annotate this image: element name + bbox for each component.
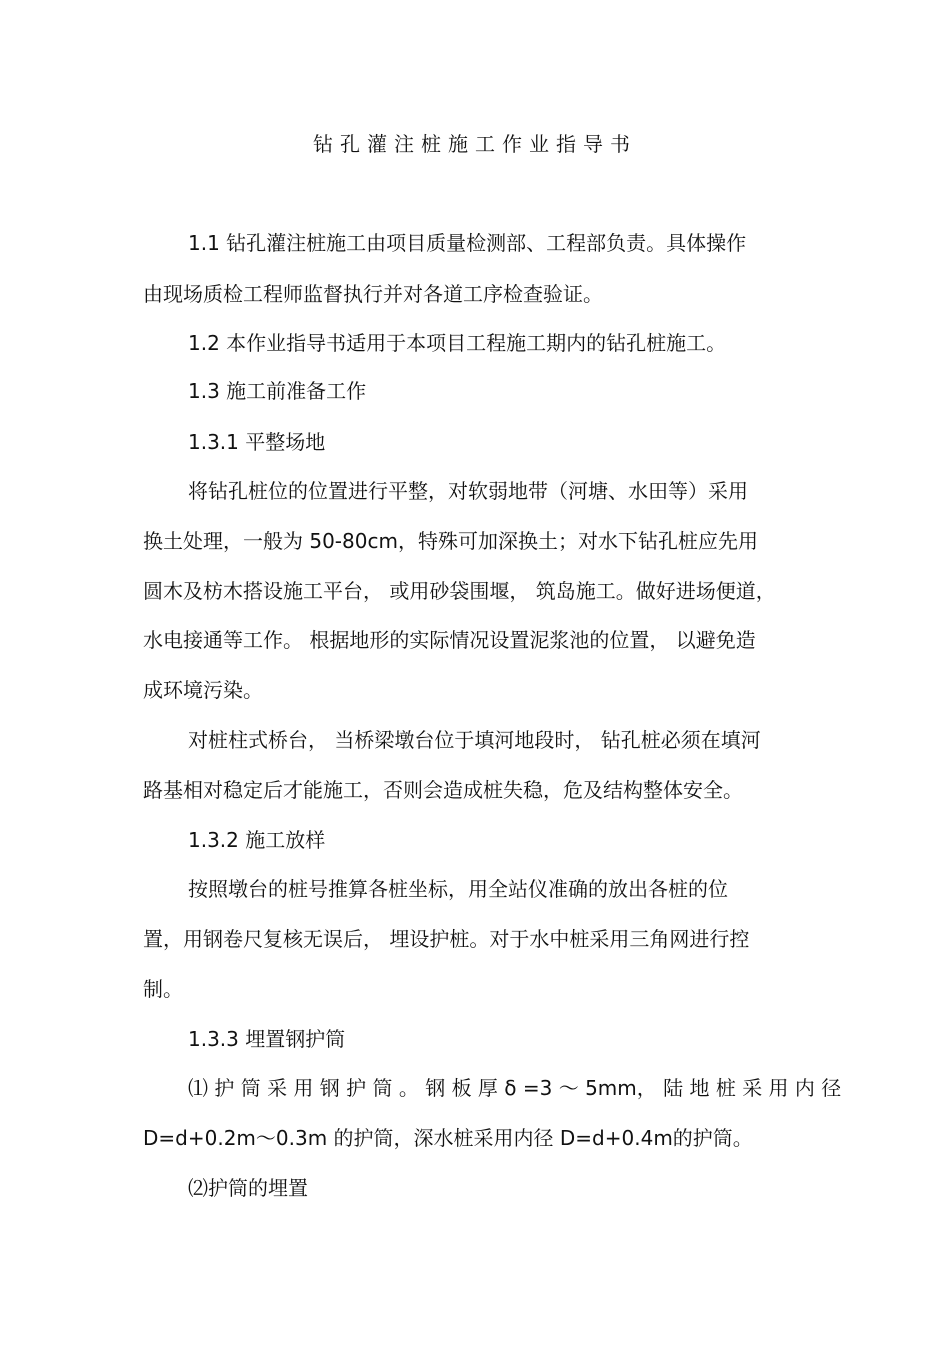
paragraph-layout-line-3: 制。 <box>143 977 183 1001</box>
document-title: 钻孔灌注桩施工作业指导书 <box>313 132 637 156</box>
heading-1-3: 1.3 施工前准备工作 <box>188 379 367 403</box>
paragraph-site-line-3: 圆木及枋木搭设施工平台， 或用砂袋围堰， 筑岛施工。做好进场便道， <box>143 579 776 603</box>
paragraph-layout-line-1: 按照墩台的桩号推算各桩坐标，用全站仪准确的放出各桩的位 <box>188 877 728 901</box>
heading-1-3-3: 1.3.3 埋置钢护筒 <box>188 1027 346 1051</box>
heading-1-3-1: 1.3.1 平整场地 <box>188 430 326 454</box>
paragraph-abutment-line-2: 路基相对稳定后才能施工，否则会造成桩失稳，危及结构整体安全。 <box>143 778 743 802</box>
paragraph-site-line-4: 水电接通等工作。 根据地形的实际情况设置泥浆池的位置， 以避免造 <box>143 628 756 652</box>
paragraph-site-line-5: 成环境污染。 <box>143 678 263 702</box>
paragraph-casing-line-1: ⑴ 护 筒 采 用 钢 护 筒 。 钢 板 厚 δ =3 ～ 5mm， 陆 地 桩 采 用 内 径 <box>188 1076 842 1100</box>
paragraph-casing-line-2: D=d+0.2m～0.3m 的护筒，深水桩采用内径 D=d+0.4m的护筒。 <box>143 1126 753 1150</box>
paragraph-1-1-line-2: 由现场质检工程师监督执行并对各道工序检查验证。 <box>143 282 603 306</box>
paragraph-abutment-line-1: 对桩柱式桥台， 当桥梁墩台位于填河地段时， 钻孔桩必须在填河 <box>188 728 761 752</box>
paragraph-site-line-2: 换土处理，一般为 50-80cm，特殊可加深换土；对水下钻孔桩应先用 <box>143 529 758 553</box>
heading-1-3-2: 1.3.2 施工放样 <box>188 828 326 852</box>
paragraph-1-2: 1.2 本作业指导书适用于本项目工程施工期内的钻孔桩施工。 <box>188 331 727 355</box>
paragraph-layout-line-2: 置，用钢卷尺复核无误后， 埋设护桩。对于水中桩采用三角网进行控 <box>143 927 750 951</box>
paragraph-1-1-line-1: 1.1 钻孔灌注桩施工由项目质量检测部、工程部负责。具体操作 <box>188 231 747 255</box>
paragraph-site-line-1: 将钻孔桩位的位置进行平整，对软弱地带（河塘、水田等）采用 <box>188 479 748 503</box>
paragraph-casing-burial: ⑵护筒的埋置 <box>188 1176 308 1200</box>
